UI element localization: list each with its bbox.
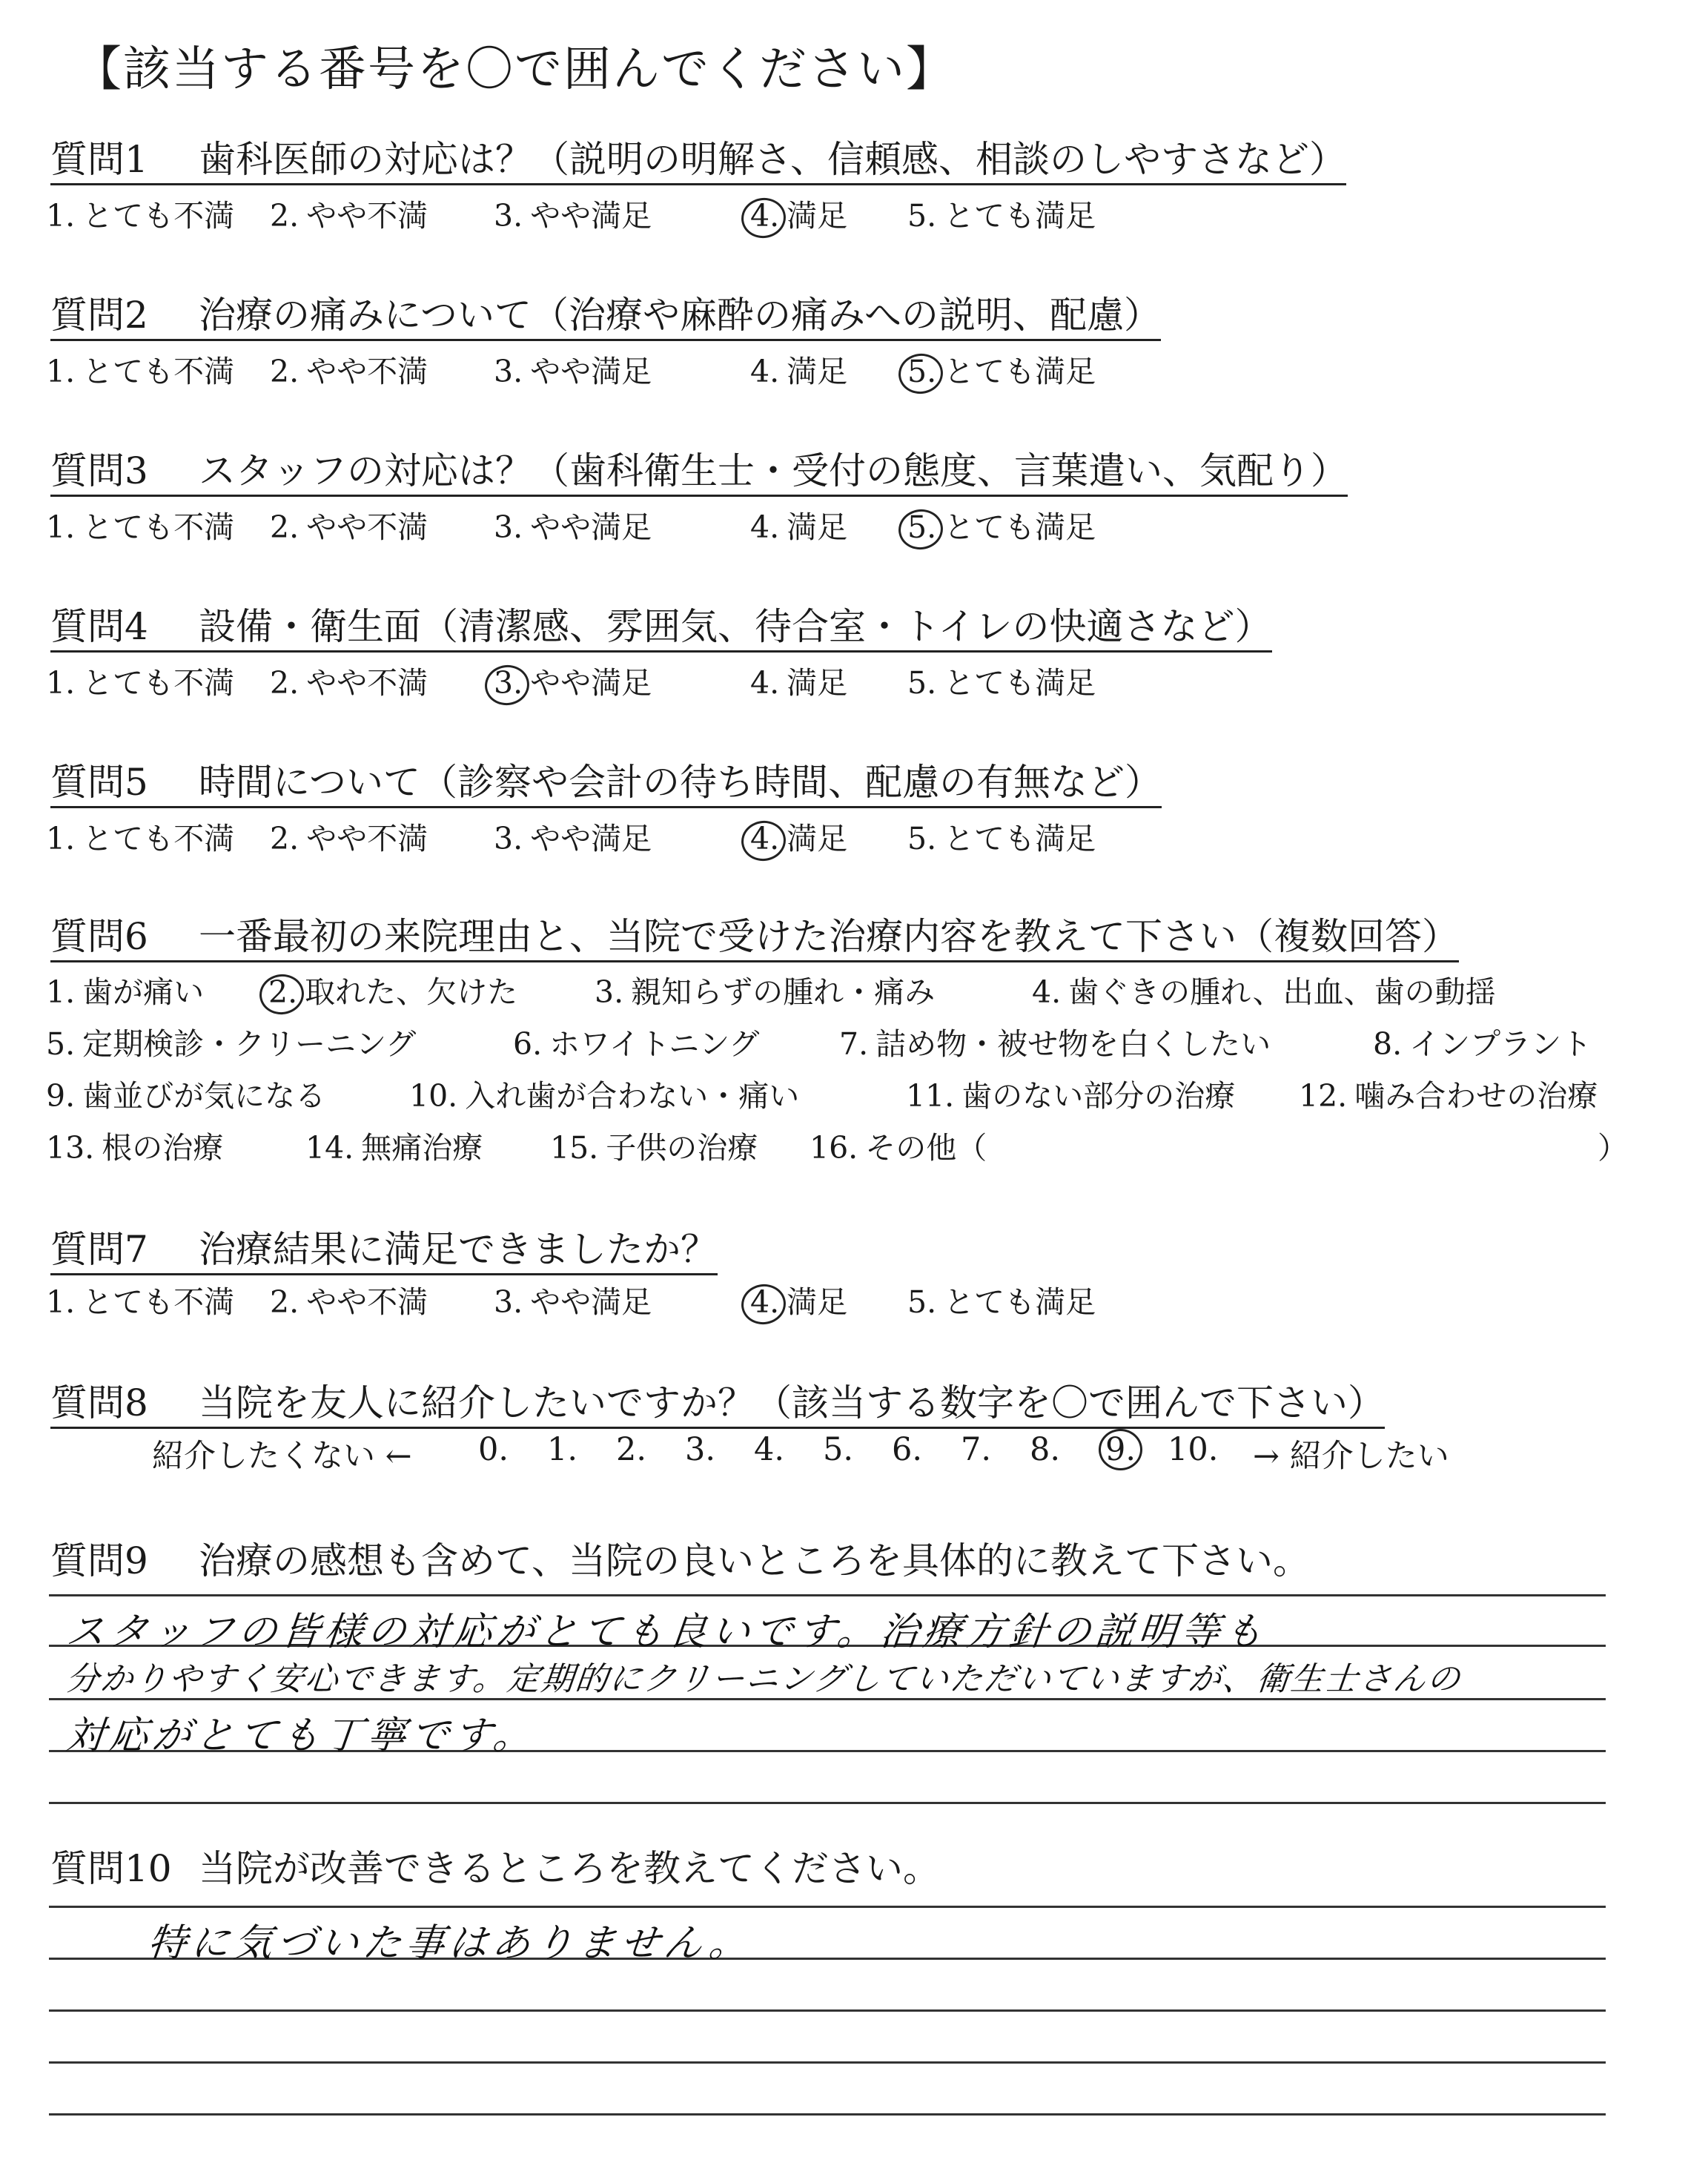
- option-number: 5.: [46, 1026, 76, 1062]
- option-5[interactable]: [907, 819, 1096, 858]
- option-label: 満足: [787, 665, 848, 701]
- option-number: 9.: [46, 1078, 76, 1114]
- q6-option[interactable]: [268, 973, 517, 1011]
- scale-right-label: → 紹介したい: [1253, 1438, 1449, 1475]
- question-6: [50, 914, 1459, 962]
- option-label: 満足: [787, 198, 848, 234]
- option-4[interactable]: [750, 352, 847, 391]
- option-number: 1.: [46, 354, 76, 389]
- option-number: 2.: [270, 354, 299, 389]
- q6-option[interactable]: [513, 1025, 759, 1063]
- option-3[interactable]: [494, 819, 652, 858]
- question-text: 設備・衛生面（清潔感、雰囲気、待合室・トイレの快適さなど）: [199, 605, 1272, 648]
- option-label: その他（: [865, 1130, 987, 1166]
- option-number: 1.: [46, 974, 76, 1010]
- scale-number[interactable]: 6.: [892, 1431, 923, 1468]
- option-label: やや満足: [530, 354, 652, 389]
- option-label: やや満足: [530, 198, 652, 234]
- option-1[interactable]: [46, 352, 234, 391]
- option-label: とても満足: [944, 509, 1096, 545]
- option-number: 4.: [750, 198, 780, 234]
- option-number: 7.: [839, 1026, 869, 1062]
- option-number: 14.: [305, 1130, 354, 1166]
- question-number: 質問8: [50, 1381, 148, 1424]
- option-label: やや不満: [306, 509, 428, 545]
- option-number: 11.: [906, 1078, 955, 1114]
- option-label: とても満足: [944, 1284, 1096, 1320]
- option-3[interactable]: [494, 664, 652, 702]
- option-number: 2.: [270, 821, 299, 856]
- option-label: とても満足: [944, 665, 1096, 701]
- scale-number[interactable]: 8.: [1030, 1431, 1061, 1468]
- option-number: 4.: [750, 821, 780, 856]
- question-number: 質問3: [50, 449, 148, 492]
- question-number: 質問5: [50, 761, 148, 804]
- q8-scale: [0, 1431, 1708, 1476]
- option-label: とても不満: [82, 1284, 235, 1320]
- option-label: インプラント: [1409, 1026, 1592, 1062]
- option-label: とても不満: [82, 198, 235, 234]
- question-number: 質問1: [50, 138, 148, 181]
- q6-option[interactable]: [1373, 1025, 1592, 1063]
- option-label: 親知らずの腫れ・痛み: [631, 974, 936, 1010]
- option-number: 2.: [270, 198, 299, 234]
- option-1[interactable]: [46, 819, 234, 858]
- q6-option[interactable]: [46, 973, 204, 1011]
- option-4[interactable]: [750, 508, 847, 546]
- option-label: 子供の治療: [606, 1130, 758, 1166]
- option-label: 歯のない部分の治療: [961, 1078, 1236, 1114]
- question-9: [50, 1539, 1310, 1583]
- question-number: 質問2: [50, 294, 148, 337]
- answer-line: [49, 1906, 1606, 1908]
- handwritten-answer: スタッフの皆様の対応がとても良いです。治療方針の説明等も: [64, 1610, 1270, 1654]
- option-label: 無痛治療: [361, 1130, 483, 1166]
- option-label: 入れ歯が合わない・痛い: [465, 1078, 800, 1114]
- question-text: 一番最初の来院理由と、当院で受けた治療内容を教えて下さい（複数回答）: [199, 915, 1459, 958]
- option-number: 1.: [46, 821, 76, 856]
- question-number: 質問6: [50, 915, 148, 958]
- other-close-paren: ）: [1598, 1130, 1628, 1166]
- option-number: 13.: [46, 1130, 95, 1166]
- option-number: 5.: [907, 354, 937, 389]
- scale-number[interactable]: 5.: [823, 1431, 854, 1468]
- option-2[interactable]: [270, 819, 428, 858]
- option-1[interactable]: [46, 196, 234, 235]
- option-2[interactable]: [270, 1283, 428, 1321]
- option-label: 噛み合わせの治療: [1354, 1078, 1598, 1114]
- option-label: やや不満: [306, 665, 428, 701]
- option-label: とても満足: [944, 354, 1096, 389]
- option-number: 3.: [494, 509, 523, 545]
- option-label: とても不満: [82, 509, 235, 545]
- option-label: 歯ぐきの腫れ、出血、歯の動揺: [1068, 974, 1496, 1010]
- option-label: 満足: [787, 354, 848, 389]
- handwritten-answer: 対応がとても丁寧です。: [64, 1714, 539, 1758]
- question-8: [50, 1381, 1385, 1429]
- option-number: 8.: [1373, 1026, 1403, 1062]
- option-4[interactable]: [750, 196, 847, 235]
- question-text: 治療の痛みについて（治療や麻酔の痛みへの説明、配慮）: [199, 294, 1161, 337]
- option-label: 満足: [787, 821, 848, 856]
- option-label: やや満足: [530, 821, 652, 856]
- option-number: 1.: [46, 198, 76, 234]
- option-number: 1.: [46, 509, 76, 545]
- scale-number[interactable]: 3.: [685, 1431, 716, 1468]
- option-number: 3.: [494, 665, 523, 701]
- option-number: 15.: [550, 1130, 599, 1166]
- option-label: 定期検診・クリーニング: [82, 1026, 417, 1062]
- question-text: 当院が改善できるところを教えてください。: [199, 1847, 940, 1890]
- question-number: 質問9: [50, 1539, 148, 1582]
- option-number: 1.: [46, 665, 76, 701]
- option-2[interactable]: [270, 508, 428, 546]
- question-2: [50, 293, 1161, 341]
- question-text: スタッフの対応は？（歯科衛生士・受付の態度、言葉遣い、気配り）: [199, 449, 1348, 492]
- option-number: 3.: [595, 974, 624, 1010]
- option-4[interactable]: [750, 664, 847, 702]
- option-label: 満足: [787, 1284, 848, 1320]
- question-number: 質問7: [50, 1228, 148, 1271]
- option-3[interactable]: [494, 508, 652, 546]
- question-text: 治療結果に満足できましたか？: [199, 1228, 718, 1271]
- answer-line: [49, 1594, 1606, 1596]
- scale-number[interactable]: 2.: [616, 1431, 647, 1468]
- option-label: とても不満: [82, 354, 235, 389]
- option-number: 3.: [494, 821, 523, 856]
- option-label: 根の治療: [102, 1130, 224, 1166]
- option-number: 16.: [810, 1130, 858, 1166]
- scale-number[interactable]: 4.: [754, 1431, 785, 1468]
- option-1[interactable]: [46, 508, 234, 546]
- q6-option[interactable]: [46, 1077, 325, 1115]
- q6-option[interactable]: [839, 1025, 1271, 1063]
- option-2[interactable]: [270, 664, 428, 702]
- option-label: やや不満: [306, 821, 428, 856]
- answer-line: [49, 1802, 1606, 1804]
- question-5: [50, 760, 1162, 808]
- answer-line: [49, 2113, 1606, 2116]
- option-number: 2.: [270, 665, 299, 701]
- scale-left-label: 紹介したくない ←: [152, 1438, 412, 1475]
- option-number: 5.: [907, 821, 937, 856]
- scale-number[interactable]: 7.: [961, 1431, 992, 1468]
- question-4: [50, 604, 1272, 653]
- option-3[interactable]: [494, 1283, 652, 1321]
- question-text: 時間について（診察や会計の待ち時間、配慮の有無など）: [199, 761, 1162, 804]
- page-title: 【該当する番号を〇で囲んでください】: [74, 42, 955, 97]
- option-label: やや満足: [530, 509, 652, 545]
- question-text: 歯科医師の対応は？（説明の明解さ、信頼感、相談のしやすさなど）: [199, 138, 1346, 181]
- scale-number[interactable]: 1.: [547, 1431, 578, 1468]
- option-5[interactable]: [907, 196, 1096, 235]
- option-5[interactable]: [907, 352, 1096, 391]
- question-7: [50, 1227, 718, 1275]
- question-3: [50, 449, 1348, 497]
- option-5[interactable]: [907, 1283, 1096, 1321]
- answer-line: [49, 2009, 1606, 2012]
- option-label: 取れた、欠けた: [305, 974, 518, 1010]
- q6-option[interactable]: [305, 1129, 483, 1167]
- option-label: ホワイトニング: [549, 1026, 760, 1062]
- option-label: 歯並びが気になる: [82, 1078, 326, 1114]
- option-number: 10.: [409, 1078, 458, 1114]
- handwritten-answer: 分かりやすく安心できます。定期的にクリーニングしていただいていますが、衛生士さんの: [64, 1660, 1463, 1698]
- option-label: やや不満: [306, 1284, 428, 1320]
- question-text: 治療の感想も含めて、当院の良いところを具体的に教えて下さい。: [199, 1539, 1310, 1582]
- option-1[interactable]: [46, 1283, 234, 1321]
- question-number: 質問4: [50, 605, 148, 648]
- option-label: とても不満: [82, 821, 235, 856]
- option-number: 4.: [750, 665, 780, 701]
- option-5[interactable]: [907, 508, 1096, 546]
- option-number: 2.: [270, 509, 299, 545]
- option-number: 4.: [750, 1284, 780, 1320]
- option-3[interactable]: [494, 196, 652, 235]
- answer-line: [49, 2061, 1606, 2064]
- scale-number[interactable]: 9.: [1099, 1431, 1142, 1468]
- option-5[interactable]: [907, 664, 1096, 702]
- option-label: とても満足: [944, 821, 1096, 856]
- option-2[interactable]: [270, 352, 428, 391]
- option-1[interactable]: [46, 664, 234, 702]
- question-1: [50, 137, 1346, 185]
- option-number: 5.: [907, 1284, 937, 1320]
- option-number: 4.: [750, 354, 780, 389]
- option-number: 4.: [750, 509, 780, 545]
- question-number: 質問10: [50, 1847, 172, 1890]
- q6-option[interactable]: [810, 1129, 987, 1167]
- scale-number[interactable]: 10.: [1168, 1431, 1219, 1468]
- option-label: やや不満: [306, 354, 428, 389]
- option-number: 3.: [494, 198, 523, 234]
- option-number: 2.: [268, 974, 298, 1010]
- option-label: とても満足: [944, 198, 1096, 234]
- option-4[interactable]: [750, 1283, 847, 1321]
- option-label: とても不満: [82, 665, 235, 701]
- option-number: 1.: [46, 1284, 76, 1320]
- option-label: 歯が痛い: [82, 974, 205, 1010]
- q6-option[interactable]: [595, 973, 935, 1011]
- q6-option[interactable]: [550, 1129, 758, 1167]
- option-number: 5.: [907, 198, 937, 234]
- option-number: 5.: [907, 509, 937, 545]
- option-label: やや満足: [530, 1284, 652, 1320]
- option-3[interactable]: [494, 352, 652, 391]
- q6-option[interactable]: [409, 1077, 799, 1115]
- option-number: 12.: [1299, 1078, 1348, 1114]
- option-number: 3.: [494, 1284, 523, 1320]
- option-number: 5.: [907, 665, 937, 701]
- option-4[interactable]: [750, 819, 847, 858]
- q6-option[interactable]: [46, 1129, 223, 1167]
- option-label: やや満足: [530, 665, 652, 701]
- question-10: [50, 1846, 940, 1891]
- option-label: 詰め物・被せ物を白くしたい: [875, 1026, 1271, 1062]
- option-label: 満足: [787, 509, 848, 545]
- q6-option[interactable]: [906, 1077, 1235, 1115]
- q6-option[interactable]: [1032, 973, 1496, 1011]
- scale-number[interactable]: 0.: [478, 1431, 509, 1468]
- option-number: 4.: [1032, 974, 1062, 1010]
- option-2[interactable]: [270, 196, 428, 235]
- q6-option[interactable]: [46, 1025, 416, 1063]
- q6-option[interactable]: [1299, 1077, 1598, 1115]
- handwritten-answer: 特に気づいた事はありません。: [145, 1921, 755, 1966]
- option-label: やや不満: [306, 198, 428, 234]
- option-number: 2.: [270, 1284, 299, 1320]
- option-number: 6.: [513, 1026, 543, 1062]
- option-number: 3.: [494, 354, 523, 389]
- question-text: 当院を友人に紹介したいですか？（該当する数字を〇で囲んで下さい）: [199, 1381, 1385, 1424]
